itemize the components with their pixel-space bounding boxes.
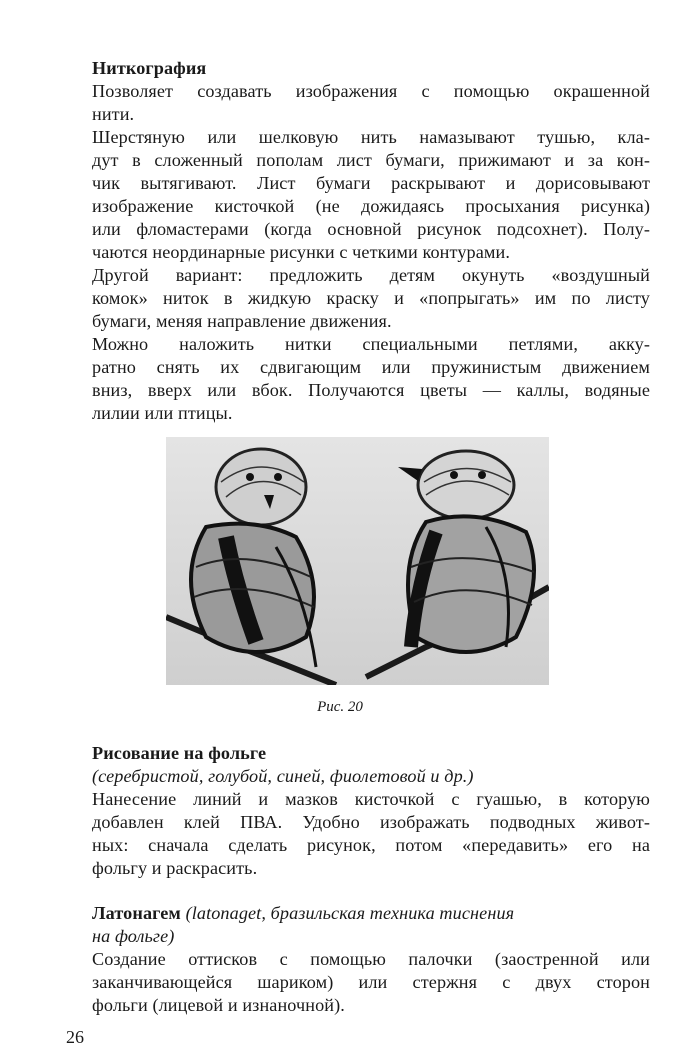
figure-birds-image [166, 437, 549, 685]
paragraph-line: фольги (лицевой и изнаночной). [92, 995, 345, 1015]
section-subtitle: (серебристой, голубой, синей, фиолетовой и др.) [92, 766, 474, 786]
paragraph-line: изображение кисточкой (не дожидаясь просыхания рисунка) [92, 196, 650, 216]
paragraph-line: ных: сначала сделать рисунок, потом «передавить» его на [92, 835, 650, 855]
paragraph-line: чик вытягивают. Лист бумаги раскрывают и дорисовывают [92, 173, 650, 193]
paragraph-line: лилии или птицы. [92, 403, 233, 423]
section-title-latonagem-line [92, 902, 650, 925]
paragraph-line: заканчивающейся шариком) или стержня с двух сторон [92, 972, 650, 992]
paragraph-line: Можно наложить нитки специальными петлями, акку- [92, 334, 650, 354]
paragraph-line: Шерстяную или шелковую нить намазывают тушью, кла- [92, 127, 650, 147]
right-bird-shape [398, 451, 534, 652]
paragraph-line: добавлен клей ПВА. Удобно изображать подводных живот- [92, 812, 650, 832]
figure-caption: Рис. 20 [317, 699, 363, 715]
paragraph-line: чаются неординарные рисунки с четкими контурами. [92, 242, 510, 262]
page-number: 26 [66, 1027, 84, 1047]
section-title-note: (latonaget, бразильская техника тиснения [185, 903, 515, 923]
paragraph-line: дут в сложенный пополам лист бумаги, прижимают и за кон- [92, 150, 650, 170]
paragraph-line: Создание оттисков с помощью палочки (заостренной или [92, 949, 650, 969]
paragraph-line: фольгу и раскрасить. [92, 858, 258, 878]
paragraph-line: бумаги, меняя направление движения. [92, 311, 392, 331]
paragraph-line: нити. [92, 104, 135, 124]
paragraph-line: Позволяет создавать изображения с помощью окрашенной [92, 81, 650, 101]
paragraph-line: Другой вариант: предложить детям окунуть «воздушный [92, 265, 650, 285]
section-title-latonagem: Латонагем [92, 903, 181, 923]
section-title-foil-drawing: Рисование на фольге [92, 743, 267, 763]
birds-illustration [166, 437, 549, 685]
section-title-note-cont: на фольге) [92, 926, 175, 946]
paragraph-line: или фломастерами (когда основной рисунок подсохнет). Полу- [92, 219, 650, 239]
paragraph-line: Нанесение линий и мазков кисточкой с гуашью, в которую [92, 789, 650, 809]
section-title-nitkografiya: Ниткография [92, 58, 207, 78]
paragraph-line: вниз, вверх или вбок. Получаются цветы — каллы, водяные [92, 380, 650, 400]
paragraph-line: ратно снять их сдвигающим или пружинистым движением [92, 357, 650, 377]
paragraph-line: комок» ниток в жидкую краску и «попрыгать» им по листу [92, 288, 650, 308]
